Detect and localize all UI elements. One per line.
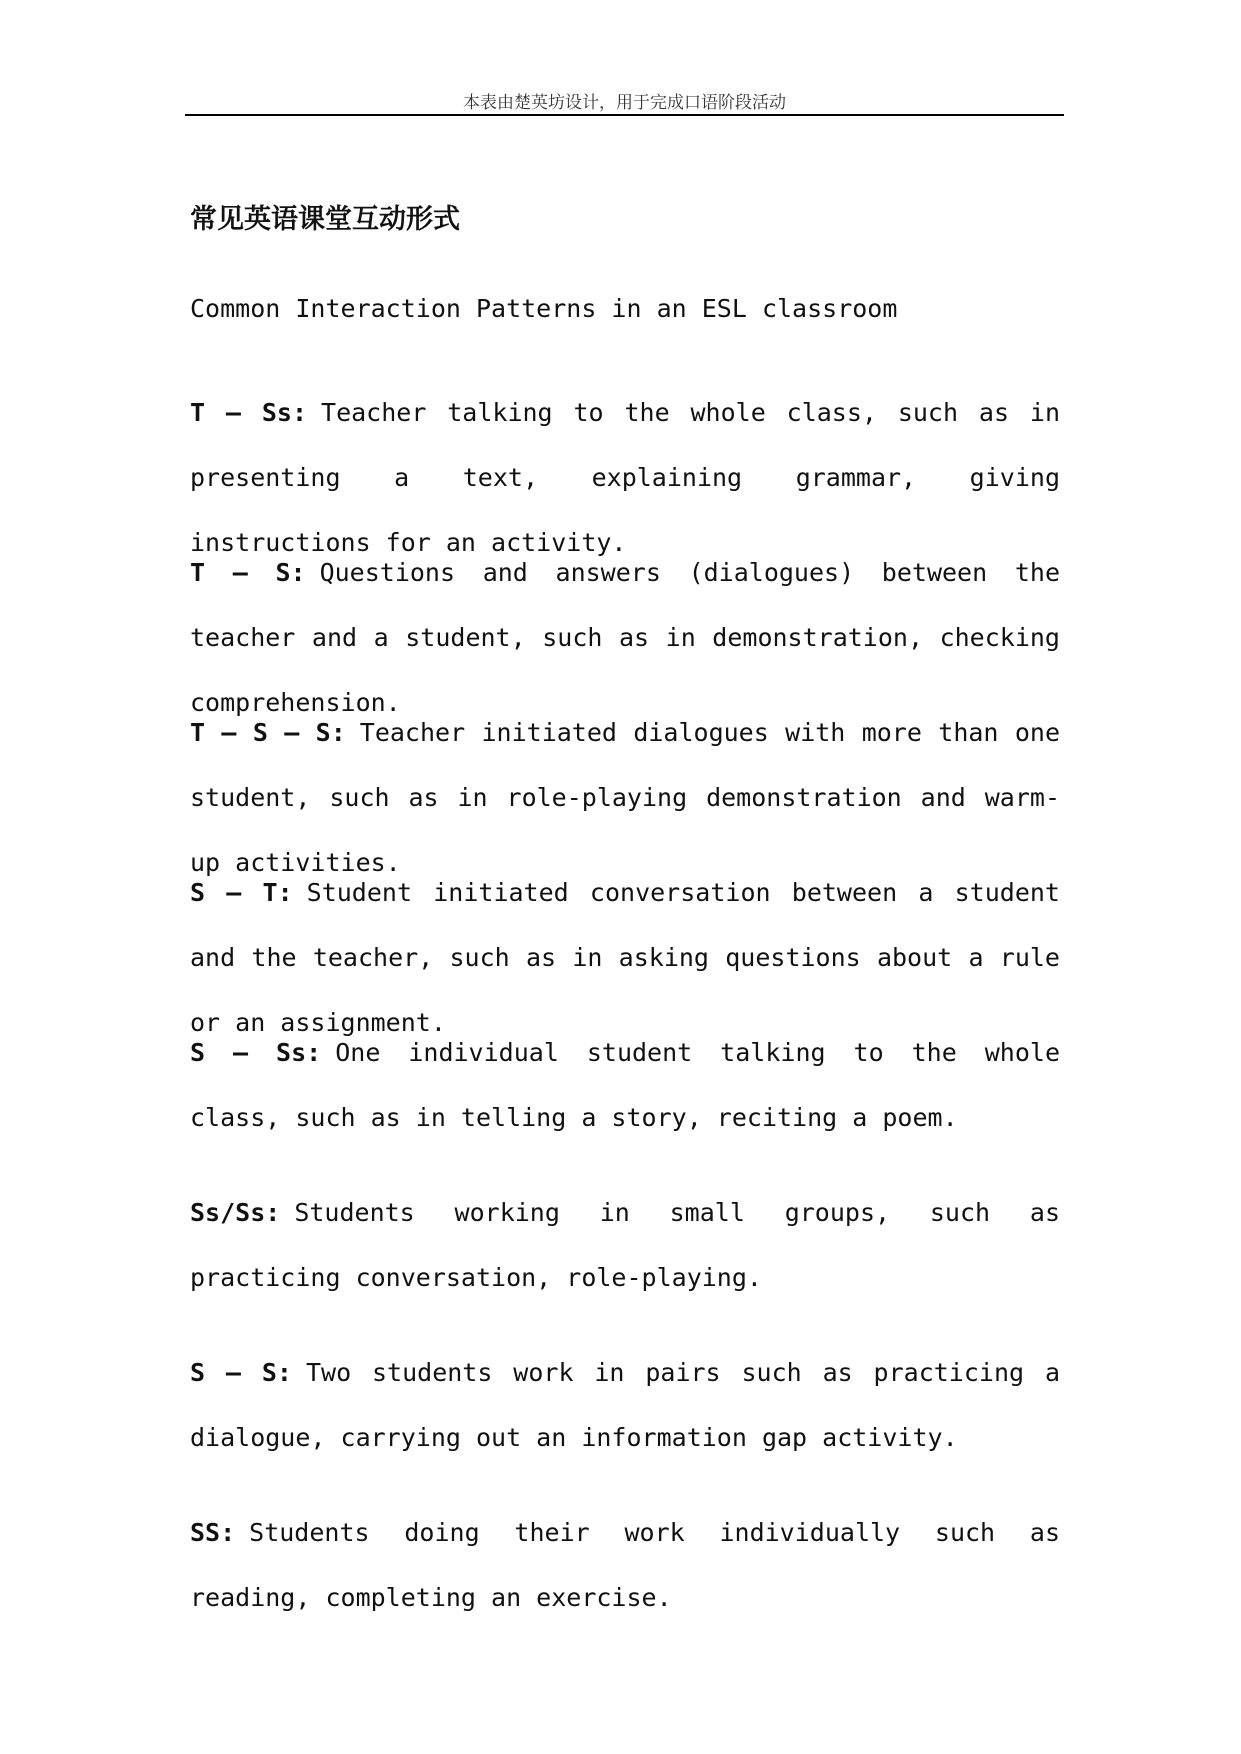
pattern-entry-ss-ss <box>190 1180 1060 1340</box>
pattern-description: One individual student talking to the whole class, such as in telling a story, reciting a poem. <box>190 1038 1060 1132</box>
pattern-description: Teacher talking to the whole class, such as in presenting a text, explaining grammar, giving instructions for an activity. <box>190 398 1060 557</box>
pattern-description: Students doing their work individually such as reading, completing an exercise. <box>190 1518 1060 1612</box>
pattern-label: Ss/Ss: <box>190 1198 281 1227</box>
pattern-label: S – Ss: <box>190 1038 322 1067</box>
pattern-description: Students working in small groups, such as practicing conversation, role-playing. <box>190 1198 1060 1292</box>
pattern-label: T – S: <box>190 558 306 587</box>
pattern-entry-s-s <box>190 1340 1060 1500</box>
chinese-title: 常见英语课堂互动形式 <box>190 204 460 235</box>
pattern-label: S – T: <box>190 878 293 907</box>
pattern-label: T – Ss: <box>190 398 308 427</box>
page-header: 本表由楚英坊设计，用于完成口语阶段活动 <box>463 93 786 113</box>
pattern-entry-t-s <box>190 540 1060 717</box>
pattern-entry-s-t <box>190 860 1060 1037</box>
pattern-label: S – S: <box>190 1358 292 1387</box>
pattern-label: T – S – S: <box>190 718 346 747</box>
pattern-entry-s-ss <box>190 1020 1060 1180</box>
interaction-pattern-list <box>190 380 1060 1660</box>
pattern-description: Two students work in pairs such as practicing a dialogue, carrying out an information gap activity. <box>190 1358 1060 1452</box>
header-divider <box>185 114 1064 116</box>
pattern-description: Student initiated conversation between a student and the teacher, such as in asking questions about a rule or an assignment. <box>190 878 1060 1037</box>
english-title: Common Interaction Patterns in an ESL classroom <box>190 294 898 323</box>
pattern-description: Teacher initiated dialogues with more than one student, such as in role-playing demonstration and warm-up activities. <box>190 718 1060 877</box>
pattern-entry-t-ss <box>190 380 1060 557</box>
pattern-entry-t-s-s <box>190 700 1060 877</box>
pattern-description: Questions and answers (dialogues) between the teacher and a student, such as in demonstration, checking comprehension. <box>190 558 1060 717</box>
pattern-entry-ss <box>190 1500 1060 1660</box>
pattern-label: SS: <box>190 1518 236 1547</box>
